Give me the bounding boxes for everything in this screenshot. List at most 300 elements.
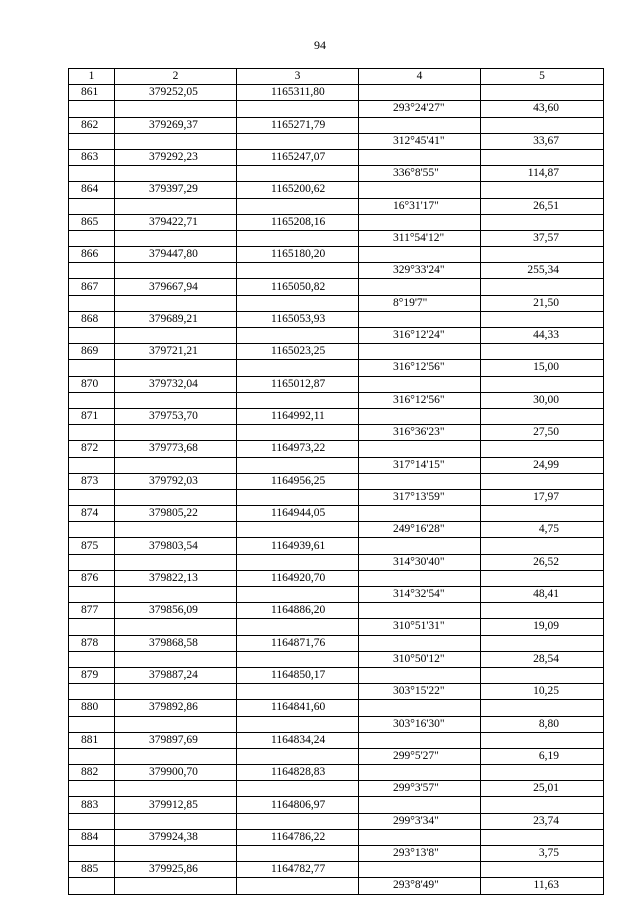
column-header-2: 2 — [115, 69, 237, 85]
empty-cell — [115, 748, 237, 764]
segment-length: 15,00 — [481, 360, 604, 376]
y-coordinate: 1165180,20 — [237, 247, 359, 263]
y-coordinate: 1165247,07 — [237, 149, 359, 165]
segment-length: 25,01 — [481, 781, 604, 797]
empty-cell — [237, 133, 359, 149]
segment-length: 3,75 — [481, 846, 604, 862]
point-row — [69, 149, 604, 165]
point-number: 865 — [69, 214, 115, 230]
empty-cell — [481, 506, 604, 522]
empty-cell — [237, 263, 359, 279]
segment-row — [69, 392, 604, 408]
segment-row — [69, 619, 604, 635]
empty-cell — [115, 133, 237, 149]
direction-angle: 8°19'7" — [359, 295, 481, 311]
point-row — [69, 635, 604, 651]
empty-cell — [481, 538, 604, 554]
y-coordinate: 1164850,17 — [237, 667, 359, 683]
x-coordinate: 379897,69 — [115, 732, 237, 748]
point-row — [69, 667, 604, 683]
empty-cell — [481, 376, 604, 392]
point-row — [69, 117, 604, 133]
segment-row — [69, 166, 604, 182]
empty-cell — [115, 878, 237, 894]
y-coordinate: 1164992,11 — [237, 408, 359, 424]
empty-cell — [115, 716, 237, 732]
x-coordinate: 379667,94 — [115, 279, 237, 295]
y-coordinate: 1164828,83 — [237, 765, 359, 781]
direction-angle: 336°8'55" — [359, 166, 481, 182]
x-coordinate: 379925,86 — [115, 862, 237, 878]
empty-cell — [69, 133, 115, 149]
empty-cell — [237, 554, 359, 570]
empty-cell — [115, 198, 237, 214]
segment-row — [69, 489, 604, 505]
y-coordinate: 1164973,22 — [237, 441, 359, 457]
empty-cell — [69, 360, 115, 376]
segment-row — [69, 878, 604, 894]
empty-cell — [115, 360, 237, 376]
empty-cell — [115, 263, 237, 279]
y-coordinate: 1165311,80 — [237, 85, 359, 101]
segment-length: 23,74 — [481, 813, 604, 829]
x-coordinate: 379753,70 — [115, 408, 237, 424]
point-row — [69, 765, 604, 781]
empty-cell — [69, 684, 115, 700]
point-number: 880 — [69, 700, 115, 716]
point-number: 878 — [69, 635, 115, 651]
x-coordinate: 379803,54 — [115, 538, 237, 554]
segment-length: 114,87 — [481, 166, 604, 182]
y-coordinate: 1164786,22 — [237, 829, 359, 845]
empty-cell — [481, 182, 604, 198]
segment-row — [69, 230, 604, 246]
segment-length: 21,50 — [481, 295, 604, 311]
y-coordinate: 1164920,70 — [237, 570, 359, 586]
empty-cell — [115, 392, 237, 408]
segment-row — [69, 328, 604, 344]
empty-cell — [115, 522, 237, 538]
direction-angle: 293°24'27" — [359, 101, 481, 117]
direction-angle: 16°31'17" — [359, 198, 481, 214]
empty-cell — [237, 328, 359, 344]
segment-length: 19,09 — [481, 619, 604, 635]
empty-cell — [115, 684, 237, 700]
empty-cell — [359, 635, 481, 651]
point-number: 873 — [69, 473, 115, 489]
empty-cell — [359, 376, 481, 392]
segment-row — [69, 554, 604, 570]
empty-cell — [481, 279, 604, 295]
column-header-3: 3 — [237, 69, 359, 85]
empty-cell — [69, 198, 115, 214]
segment-row — [69, 425, 604, 441]
x-coordinate: 379721,21 — [115, 344, 237, 360]
segment-length: 28,54 — [481, 651, 604, 667]
empty-cell — [359, 182, 481, 198]
direction-angle: 316°36'23" — [359, 425, 481, 441]
empty-cell — [115, 651, 237, 667]
x-coordinate: 379732,04 — [115, 376, 237, 392]
empty-cell — [359, 506, 481, 522]
empty-cell — [237, 813, 359, 829]
segment-length: 33,67 — [481, 133, 604, 149]
y-coordinate: 1164841,60 — [237, 700, 359, 716]
point-number: 862 — [69, 117, 115, 133]
x-coordinate: 379912,85 — [115, 797, 237, 813]
empty-cell — [481, 700, 604, 716]
point-number: 868 — [69, 311, 115, 327]
x-coordinate: 379887,24 — [115, 667, 237, 683]
y-coordinate: 1164944,05 — [237, 506, 359, 522]
segment-length: 4,75 — [481, 522, 604, 538]
point-number: 864 — [69, 182, 115, 198]
direction-angle: 249°16'28" — [359, 522, 481, 538]
segment-length: 44,33 — [481, 328, 604, 344]
segment-length: 8,80 — [481, 716, 604, 732]
direction-angle: 310°50'12" — [359, 651, 481, 667]
empty-cell — [481, 408, 604, 424]
y-coordinate: 1165053,93 — [237, 311, 359, 327]
empty-cell — [481, 603, 604, 619]
direction-angle: 299°3'57" — [359, 781, 481, 797]
x-coordinate: 379805,22 — [115, 506, 237, 522]
empty-cell — [481, 247, 604, 263]
direction-angle: 299°3'34" — [359, 813, 481, 829]
y-coordinate: 1165200,62 — [237, 182, 359, 198]
empty-cell — [115, 846, 237, 862]
segment-row — [69, 684, 604, 700]
empty-cell — [237, 748, 359, 764]
page-number: 94 — [314, 38, 326, 52]
empty-cell — [359, 538, 481, 554]
empty-cell — [69, 263, 115, 279]
direction-angle: 293°8'49" — [359, 878, 481, 894]
empty-cell — [359, 603, 481, 619]
point-number: 866 — [69, 247, 115, 263]
empty-cell — [359, 797, 481, 813]
x-coordinate: 379252,05 — [115, 85, 237, 101]
x-coordinate: 379900,70 — [115, 765, 237, 781]
empty-cell — [115, 781, 237, 797]
point-row — [69, 214, 604, 230]
empty-cell — [359, 279, 481, 295]
point-row — [69, 732, 604, 748]
empty-cell — [359, 570, 481, 586]
empty-cell — [237, 781, 359, 797]
point-row — [69, 408, 604, 424]
empty-cell — [237, 619, 359, 635]
header-row — [69, 69, 604, 85]
empty-cell — [69, 489, 115, 505]
empty-cell — [481, 765, 604, 781]
segment-row — [69, 457, 604, 473]
point-row — [69, 182, 604, 198]
point-row — [69, 797, 604, 813]
empty-cell — [359, 667, 481, 683]
empty-cell — [481, 862, 604, 878]
empty-cell — [69, 878, 115, 894]
x-coordinate: 379269,37 — [115, 117, 237, 133]
empty-cell — [237, 878, 359, 894]
empty-cell — [359, 149, 481, 165]
empty-cell — [481, 732, 604, 748]
segment-row — [69, 101, 604, 117]
segment-length: 43,60 — [481, 101, 604, 117]
empty-cell — [481, 214, 604, 230]
column-header-4: 4 — [359, 69, 481, 85]
empty-cell — [481, 829, 604, 845]
empty-cell — [69, 295, 115, 311]
empty-cell — [69, 748, 115, 764]
empty-cell — [115, 425, 237, 441]
point-number: 881 — [69, 732, 115, 748]
empty-cell — [359, 117, 481, 133]
empty-cell — [237, 651, 359, 667]
empty-cell — [115, 489, 237, 505]
empty-cell — [69, 781, 115, 797]
point-row — [69, 311, 604, 327]
direction-angle: 303°15'22" — [359, 684, 481, 700]
x-coordinate: 379822,13 — [115, 570, 237, 586]
point-number: 884 — [69, 829, 115, 845]
empty-cell — [69, 716, 115, 732]
empty-cell — [115, 619, 237, 635]
empty-cell — [237, 392, 359, 408]
point-number: 872 — [69, 441, 115, 457]
y-coordinate: 1165208,16 — [237, 214, 359, 230]
segment-row — [69, 522, 604, 538]
segment-length: 30,00 — [481, 392, 604, 408]
empty-cell — [237, 684, 359, 700]
point-row — [69, 473, 604, 489]
point-row — [69, 570, 604, 586]
empty-cell — [359, 408, 481, 424]
point-number: 874 — [69, 506, 115, 522]
empty-cell — [237, 198, 359, 214]
point-number: 863 — [69, 149, 115, 165]
segment-length: 6,19 — [481, 748, 604, 764]
empty-cell — [115, 457, 237, 473]
x-coordinate: 379422,71 — [115, 214, 237, 230]
direction-angle: 317°14'15" — [359, 457, 481, 473]
direction-angle: 299°5'27" — [359, 748, 481, 764]
point-row — [69, 829, 604, 845]
segment-row — [69, 360, 604, 376]
empty-cell — [359, 862, 481, 878]
segment-row — [69, 263, 604, 279]
segment-length: 26,52 — [481, 554, 604, 570]
empty-cell — [237, 295, 359, 311]
empty-cell — [481, 570, 604, 586]
segment-row — [69, 295, 604, 311]
empty-cell — [359, 473, 481, 489]
empty-cell — [237, 716, 359, 732]
point-row — [69, 441, 604, 457]
empty-cell — [69, 328, 115, 344]
x-coordinate: 379447,80 — [115, 247, 237, 263]
empty-cell — [237, 489, 359, 505]
segment-length: 26,51 — [481, 198, 604, 214]
point-row — [69, 344, 604, 360]
x-coordinate: 379892,86 — [115, 700, 237, 716]
point-number: 885 — [69, 862, 115, 878]
empty-cell — [237, 166, 359, 182]
segment-row — [69, 846, 604, 862]
direction-angle: 316°12'56" — [359, 392, 481, 408]
empty-cell — [237, 230, 359, 246]
empty-cell — [237, 587, 359, 603]
x-coordinate: 379792,03 — [115, 473, 237, 489]
segment-length: 17,97 — [481, 489, 604, 505]
empty-cell — [237, 425, 359, 441]
empty-cell — [69, 619, 115, 635]
empty-cell — [237, 522, 359, 538]
segment-length: 10,25 — [481, 684, 604, 700]
empty-cell — [115, 587, 237, 603]
x-coordinate: 379292,23 — [115, 149, 237, 165]
empty-cell — [69, 457, 115, 473]
segment-length: 11,63 — [481, 878, 604, 894]
empty-cell — [69, 522, 115, 538]
segment-row — [69, 587, 604, 603]
point-number: 867 — [69, 279, 115, 295]
direction-angle: 314°32'54" — [359, 587, 481, 603]
y-coordinate: 1164806,97 — [237, 797, 359, 813]
empty-cell — [69, 101, 115, 117]
empty-cell — [237, 457, 359, 473]
point-row — [69, 862, 604, 878]
point-number: 871 — [69, 408, 115, 424]
empty-cell — [115, 166, 237, 182]
point-number: 882 — [69, 765, 115, 781]
direction-angle: 316°12'24" — [359, 328, 481, 344]
y-coordinate: 1164956,25 — [237, 473, 359, 489]
direction-angle: 317°13'59" — [359, 489, 481, 505]
direction-angle: 316°12'56" — [359, 360, 481, 376]
empty-cell — [359, 311, 481, 327]
segment-row — [69, 813, 604, 829]
table-body — [69, 85, 604, 894]
point-number: 876 — [69, 570, 115, 586]
direction-angle: 293°13'8" — [359, 846, 481, 862]
empty-cell — [481, 473, 604, 489]
empty-cell — [359, 700, 481, 716]
point-row — [69, 506, 604, 522]
segment-length: 27,50 — [481, 425, 604, 441]
empty-cell — [237, 360, 359, 376]
direction-angle: 310°51'31" — [359, 619, 481, 635]
empty-cell — [69, 846, 115, 862]
point-row — [69, 279, 604, 295]
empty-cell — [115, 230, 237, 246]
point-row — [69, 603, 604, 619]
y-coordinate: 1164871,76 — [237, 635, 359, 651]
x-coordinate: 379856,09 — [115, 603, 237, 619]
empty-cell — [481, 635, 604, 651]
empty-cell — [69, 230, 115, 246]
y-coordinate: 1164886,20 — [237, 603, 359, 619]
segment-row — [69, 781, 604, 797]
segment-length: 48,41 — [481, 587, 604, 603]
y-coordinate: 1165050,82 — [237, 279, 359, 295]
empty-cell — [115, 295, 237, 311]
direction-angle: 312°45'41" — [359, 133, 481, 149]
empty-cell — [481, 797, 604, 813]
point-row — [69, 376, 604, 392]
segment-length: 255,34 — [481, 263, 604, 279]
point-number: 883 — [69, 797, 115, 813]
empty-cell — [69, 392, 115, 408]
segment-length: 37,57 — [481, 230, 604, 246]
y-coordinate: 1164834,24 — [237, 732, 359, 748]
empty-cell — [481, 149, 604, 165]
y-coordinate: 1165271,79 — [237, 117, 359, 133]
point-number: 870 — [69, 376, 115, 392]
empty-cell — [69, 587, 115, 603]
point-row — [69, 247, 604, 263]
empty-cell — [115, 328, 237, 344]
empty-cell — [359, 344, 481, 360]
empty-cell — [237, 101, 359, 117]
y-coordinate: 1165012,87 — [237, 376, 359, 392]
segment-row — [69, 133, 604, 149]
direction-angle: 329°33'24" — [359, 263, 481, 279]
point-number: 869 — [69, 344, 115, 360]
direction-angle: 311°54'12" — [359, 230, 481, 246]
empty-cell — [359, 85, 481, 101]
empty-cell — [69, 813, 115, 829]
point-number: 879 — [69, 667, 115, 683]
empty-cell — [115, 101, 237, 117]
empty-cell — [359, 441, 481, 457]
point-row — [69, 538, 604, 554]
direction-angle: 303°16'30" — [359, 716, 481, 732]
x-coordinate: 379868,58 — [115, 635, 237, 651]
empty-cell — [481, 667, 604, 683]
y-coordinate: 1165023,25 — [237, 344, 359, 360]
empty-cell — [359, 732, 481, 748]
segment-row — [69, 748, 604, 764]
y-coordinate: 1164939,61 — [237, 538, 359, 554]
segment-row — [69, 198, 604, 214]
empty-cell — [69, 425, 115, 441]
empty-cell — [115, 554, 237, 570]
empty-cell — [359, 214, 481, 230]
point-row — [69, 85, 604, 101]
empty-cell — [115, 813, 237, 829]
point-number: 861 — [69, 85, 115, 101]
x-coordinate: 379397,29 — [115, 182, 237, 198]
empty-cell — [481, 85, 604, 101]
column-header-5: 5 — [481, 69, 604, 85]
y-coordinate: 1164782,77 — [237, 862, 359, 878]
empty-cell — [481, 117, 604, 133]
x-coordinate: 379773,68 — [115, 441, 237, 457]
empty-cell — [481, 441, 604, 457]
direction-angle: 314°30'40" — [359, 554, 481, 570]
empty-cell — [359, 765, 481, 781]
empty-cell — [359, 247, 481, 263]
point-number: 875 — [69, 538, 115, 554]
empty-cell — [69, 166, 115, 182]
segment-length: 24,99 — [481, 457, 604, 473]
empty-cell — [237, 846, 359, 862]
coordinates-table — [68, 68, 604, 895]
x-coordinate: 379689,21 — [115, 311, 237, 327]
empty-cell — [481, 344, 604, 360]
column-header-1: 1 — [69, 69, 115, 85]
